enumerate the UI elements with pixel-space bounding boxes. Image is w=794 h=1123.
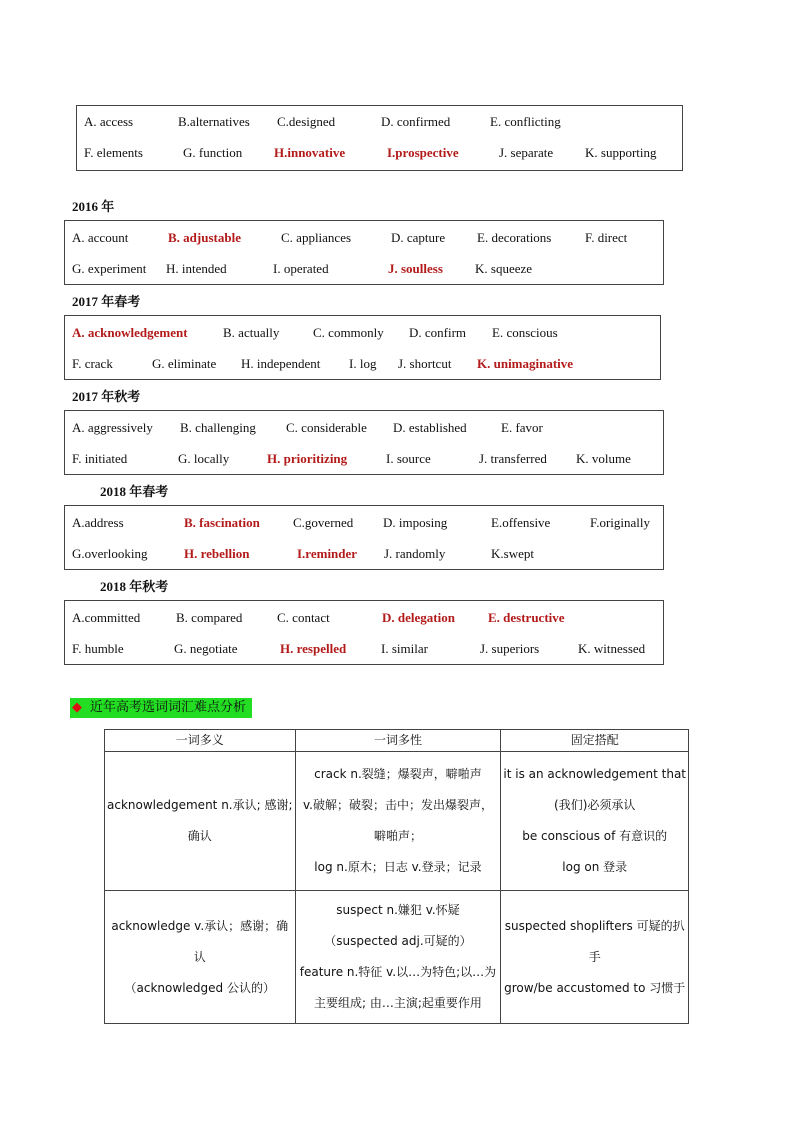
year-label-2017-autumn: 2017 年秋考 (72, 389, 141, 404)
option-e: E. conscious (492, 325, 558, 340)
table-row (105, 891, 689, 1024)
option-k: K. squeeze (475, 261, 533, 276)
cell-line: v.破解；破裂；击中；发出爆裂声， (302, 798, 493, 812)
option-c: C. commonly (313, 325, 384, 340)
section-title: 近年高考选词词汇难点分析 (90, 700, 247, 715)
option-k: K. supporting (585, 145, 657, 160)
year-label-2018-autumn: 2018 年秋考 (100, 579, 169, 594)
cell-line: 手 (588, 949, 601, 964)
cell-line: 主要组成; 由…主演;起重要作用 (314, 996, 482, 1010)
option-d-answer: D. delegation (382, 610, 455, 625)
table-row (105, 752, 689, 891)
option-d: D. established (393, 420, 467, 435)
table-cell (295, 752, 501, 891)
option-a-answer: A. acknowledgement (72, 325, 188, 340)
cell-line: suspected shoplifters 可疑的扒 (504, 918, 685, 933)
option-g: G. locally (178, 451, 230, 466)
table-header-row (105, 730, 689, 752)
option-b: B. actually (223, 325, 280, 340)
option-g: G. eliminate (152, 356, 217, 371)
option-d: D. confirm (409, 325, 467, 340)
option-i: I. similar (381, 641, 428, 656)
diamond-icon: ◆ (72, 700, 82, 715)
option-a: A.address (72, 515, 124, 530)
option-a: A. aggressively (72, 420, 153, 435)
table-cell (501, 752, 689, 891)
option-e: E.offensive (491, 515, 551, 530)
option-e-answer: E. destructive (488, 610, 565, 625)
cell-line: (我们)必须承认 (554, 798, 636, 812)
option-k: K.swept (491, 546, 534, 561)
option-f: F. humble (72, 641, 124, 656)
year-label-2018-spring: 2018 年春考 (100, 484, 169, 499)
cell-line: log n.原木；日志 v.登录；记录 (314, 860, 482, 874)
option-k-answer: K. unimaginative (477, 356, 574, 371)
cell-line: acknowledgement n.承认; 感谢; (107, 798, 293, 812)
table-cell (105, 752, 296, 891)
option-c: C.governed (293, 515, 354, 530)
word-block-2018-autumn (64, 600, 664, 665)
option-h: H. intended (166, 261, 227, 276)
cell-line: feature n.特征 v.以…为特色;以…为 (299, 965, 497, 979)
option-g: G. function (183, 145, 243, 160)
option-e: E. conflicting (490, 114, 561, 129)
option-c: C. contact (277, 610, 330, 625)
option-a: A.committed (72, 610, 141, 625)
option-j: J. randomly (384, 546, 446, 561)
option-a: A. account (72, 230, 129, 245)
option-e: E. decorations (477, 230, 552, 245)
word-block-2016 (64, 220, 664, 285)
option-h: H. independent (241, 356, 321, 371)
table-cell (501, 891, 689, 1024)
option-c: C. considerable (286, 420, 367, 435)
word-block-0 (76, 105, 683, 171)
column-header-collocations: 固定搭配 (501, 730, 689, 752)
option-g: G. experiment (72, 261, 147, 276)
option-i-answer: I.prospective (387, 145, 459, 160)
option-k: K. volume (576, 451, 631, 466)
cell-line: 确认 (187, 829, 212, 843)
word-block-2017-spring (64, 315, 661, 380)
option-i-answer: I.reminder (297, 546, 358, 561)
option-i: I. operated (273, 261, 329, 276)
option-b: B. challenging (180, 420, 256, 435)
option-b: B.alternatives (178, 114, 250, 129)
option-f: F.originally (590, 515, 650, 530)
option-h-answer: H. rebellion (184, 546, 250, 561)
option-h-answer: H. respelled (280, 641, 347, 656)
cell-line: acknowledge v.承认；感谢；确 (111, 918, 289, 933)
option-e: E. favor (501, 420, 543, 435)
option-i: I. source (386, 451, 431, 466)
section-heading (70, 698, 252, 718)
option-j: J. transferred (479, 451, 547, 466)
cell-line: （suspected adj.可疑的） (324, 934, 472, 948)
option-f: F. elements (84, 145, 143, 160)
option-a: A. access (84, 114, 134, 129)
option-f: F. crack (72, 356, 113, 371)
option-b-answer: B. adjustable (168, 230, 241, 245)
option-g: G.overlooking (72, 546, 148, 561)
option-f: F. direct (585, 230, 628, 245)
table-cell (105, 891, 296, 1024)
year-label-2017-spring: 2017 年春考 (72, 294, 141, 309)
column-header-polysemy: 一词多义 (105, 730, 296, 752)
option-c: C. appliances (281, 230, 352, 245)
option-d: D. capture (391, 230, 446, 245)
option-d: D. confirmed (381, 114, 451, 129)
word-block-2017-autumn (64, 410, 664, 475)
column-header-multiple-pos: 一词多性 (295, 730, 501, 752)
option-i: I. log (349, 356, 377, 371)
option-d: D. imposing (383, 515, 448, 530)
option-j: J. separate (499, 145, 554, 160)
cell-line: grow/be accustomed to 习惯于 (504, 980, 686, 995)
option-j-answer: J. soulless (388, 261, 443, 276)
cell-line: it is an acknowledgement that (503, 767, 686, 781)
option-j: J. shortcut (398, 356, 452, 371)
cell-line: （acknowledged 公认的） (124, 980, 275, 995)
word-block-2018-spring (64, 505, 664, 570)
table-cell (295, 891, 501, 1024)
option-k: K. witnessed (578, 641, 646, 656)
option-h-answer: H. prioritizing (267, 451, 348, 466)
cell-line: be conscious of 有意识的 (522, 829, 668, 843)
option-f: F. initiated (72, 451, 128, 466)
option-c: C.designed (277, 114, 336, 129)
year-label-2016: 2016 年 (72, 199, 115, 214)
cell-line: 认 (193, 949, 206, 964)
option-b: B. compared (176, 610, 243, 625)
vocab-analysis-table (104, 729, 689, 1024)
cell-line: suspect n.嫌犯 v.怀疑 (336, 903, 460, 917)
cell-line: log on 登录 (562, 860, 628, 874)
option-g: G. negotiate (174, 641, 238, 656)
cell-line: crack n.裂缝；爆裂声，噼啪声 (314, 767, 482, 781)
cell-line: 噼啪声； (373, 829, 422, 843)
option-h-answer: H.innovative (274, 145, 346, 160)
option-j: J. superiors (480, 641, 540, 656)
option-b-answer: B. fascination (184, 515, 260, 530)
